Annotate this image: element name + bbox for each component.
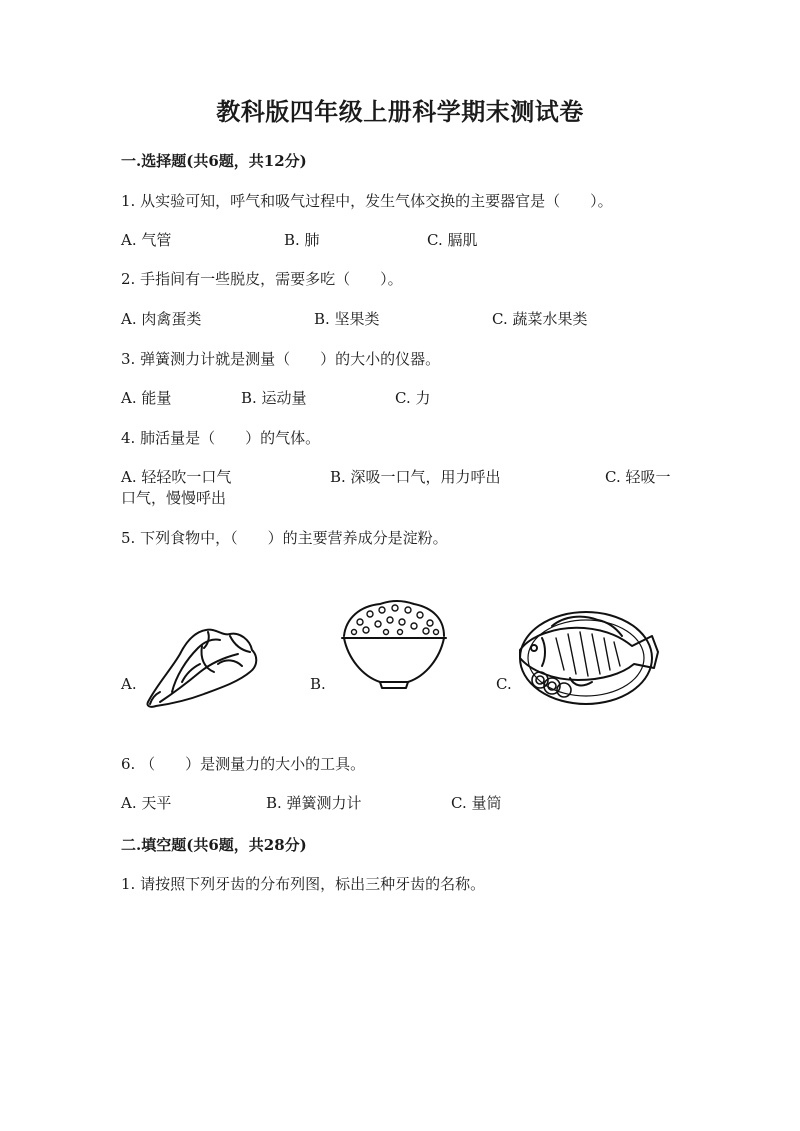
q1-option-b: B. 肺 [284,231,320,249]
q2-option-b: B. 坚果类 [314,310,380,328]
q2-option-c: C. 蔬菜水果类 [492,310,588,328]
q6-option-a: A. 天平 [121,794,172,812]
question-4: 4. 肺活量是（ ）的气体。 [121,429,321,447]
q5-option-b-label: B. [310,675,326,693]
q6-option-c: C. 量筒 [451,794,502,812]
question-5: 5. 下列食物中，（ ）的主要营养成分是淀粉。 [121,529,448,547]
question-6: 6. （ ）是测量力的大小的工具。 [121,755,366,773]
rice-bowl-icon [340,598,448,692]
question-1: 1. 从实验可知，呼气和吸气过程中，发生气体交换的主要器官是（ ）。 [121,192,613,210]
q5-option-a-label: A. [121,675,137,693]
q5-option-c-label: C. [496,675,512,693]
q4-option-a: A. 轻轻吹一口气 [121,468,232,486]
q3-option-b: B. 运动量 [241,389,307,407]
page-title: 教科版四年级上册科学期末测试卷 [216,97,584,126]
q3-option-a: A. 能量 [121,389,172,407]
q1-option-a: A. 气管 [121,231,172,249]
fill-question-1: 1. 请按照下列牙齿的分布列图，标出三种牙齿的名称。 [121,875,486,893]
question-3: 3. 弹簧测力计就是测量（ ）的大小的仪器。 [121,350,441,368]
q4-option-c: C. 轻吸一 [605,468,671,486]
question-2: 2. 手指间有一些脱皮，需要多吃（ ）。 [121,270,403,288]
section-heading-fill: 二.填空题(共6题，共28分) [121,836,307,854]
q4-option-c-continued: 口气，慢慢呼出 [121,489,227,507]
q2-option-a: A. 肉禽蛋类 [121,310,202,328]
q3-option-c: C. 力 [395,389,431,407]
q1-option-c: C. 膈肌 [427,231,478,249]
fish-plate-icon [512,608,660,708]
cabbage-icon [142,624,262,710]
q6-option-b: B. 弹簧测力计 [266,794,362,812]
q4-option-b: B. 深吸一口气，用力呼出 [330,468,501,486]
section-heading-choice: 一.选择题(共6题，共12分) [121,152,307,170]
